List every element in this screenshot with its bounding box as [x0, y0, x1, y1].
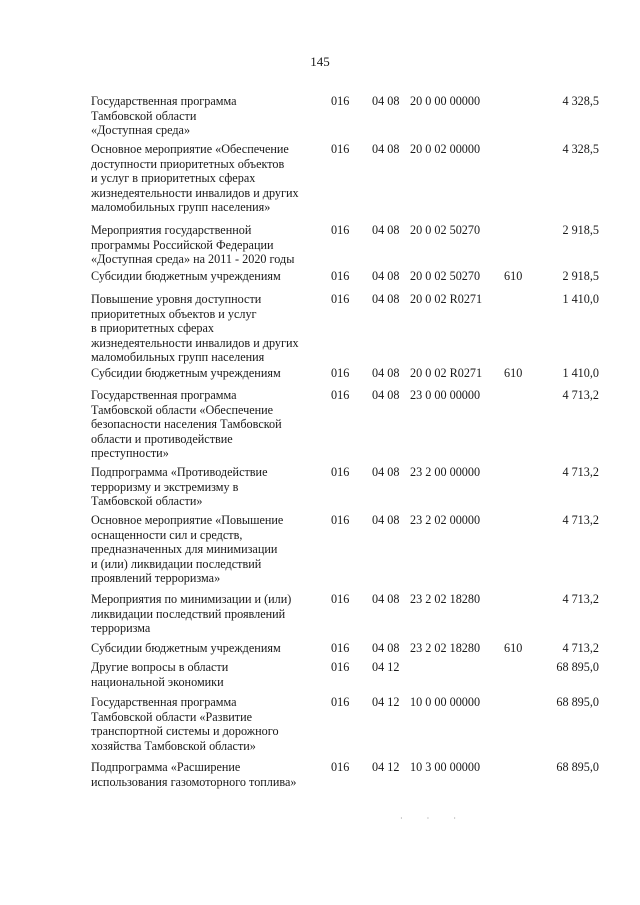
section-code: 04 12: [372, 695, 400, 709]
row-name-line: терроризму и экстремизму в: [91, 479, 239, 494]
row-name-line: жизнедеятельности инвалидов и других: [91, 185, 299, 200]
section-code: 04 08: [372, 94, 400, 108]
target-article-code: 23 0 00 00000: [410, 388, 481, 402]
target-article-code: 20 0 00 00000: [410, 94, 481, 108]
ministry-code: 016: [331, 592, 350, 606]
row-name: [91, 641, 317, 656]
section-code: 04 08: [372, 292, 400, 306]
target-article-code: 23 2 02 18280: [410, 592, 481, 606]
amount: 4 713,2: [562, 641, 599, 655]
row-name-line: маломобильных групп населения»: [91, 200, 271, 215]
ministry-code: 016: [331, 366, 350, 380]
row-name-line: преступности»: [91, 446, 169, 461]
row-name-line: Субсидии бюджетным учреждениям: [91, 366, 281, 380]
expense-type-code: 610: [504, 641, 523, 655]
section-code: 04 08: [372, 513, 400, 527]
page-number: 145: [310, 54, 330, 69]
row-name-line: «Доступная среда» на 2011 - 2020 годы: [91, 252, 295, 267]
row-name-line: проявлений терроризма»: [91, 571, 221, 586]
row-name-line: маломобильных групп населения: [91, 350, 265, 365]
row-name-line: в приоритетных сферах: [91, 321, 215, 336]
row-name-line: приоритетных объектов и услуг: [91, 306, 257, 321]
ministry-code: 016: [331, 641, 350, 655]
row-name-line: Государственная программа: [91, 94, 237, 108]
row-name-line: жизнедеятельности инвалидов и других: [91, 335, 299, 350]
ministry-code: 016: [331, 465, 350, 479]
ministry-code: 016: [331, 760, 350, 774]
row-name-line: области и противодействие: [91, 431, 233, 446]
target-article-code: 20 0 02 00000: [410, 142, 481, 156]
row-name-line: «Доступная среда»: [91, 123, 191, 138]
row-name: [91, 760, 317, 789]
amount: 4 328,5: [562, 142, 599, 156]
section-code: 04 08: [372, 142, 400, 156]
ministry-code: 016: [331, 142, 350, 156]
ministry-code: 016: [331, 223, 350, 237]
row-name-line: национальной экономики: [91, 674, 224, 689]
row-name-line: Основное мероприятие «Обеспечение: [91, 142, 289, 156]
row-name-line: оснащенности сил и средств,: [91, 527, 243, 542]
row-name-line: Субсидии бюджетным учреждениям: [91, 269, 281, 283]
row-name-line: ликвидации последствий проявлений: [91, 606, 286, 621]
ministry-code: 016: [331, 269, 350, 283]
section-code: 04 08: [372, 465, 400, 479]
ministry-code: 016: [331, 513, 350, 527]
section-code: 04 08: [372, 641, 400, 655]
section-code: 04 12: [372, 760, 400, 774]
row-name-line: доступности приоритетных объектов: [91, 156, 285, 171]
ministry-code: 016: [331, 660, 350, 674]
section-code: 04 08: [372, 269, 400, 283]
row-name-line: Повышение уровня доступности: [91, 292, 262, 306]
row-name-line: Тамбовской области»: [91, 494, 203, 509]
row-name: [91, 269, 317, 284]
row-name: [91, 388, 317, 461]
row-name-line: Тамбовской области: [91, 108, 197, 123]
row-name: [91, 660, 317, 689]
ministry-code: 016: [331, 388, 350, 402]
amount: 2 918,5: [562, 269, 599, 283]
row-name: [91, 366, 317, 381]
target-article-code: 20 0 02 50270: [410, 223, 481, 237]
row-name-line: Подпрограмма «Противодействие: [91, 465, 268, 479]
target-article-code: 20 0 02 R0271: [410, 292, 483, 306]
row-name-line: Государственная программа: [91, 695, 237, 709]
amount: 4 713,2: [562, 465, 599, 479]
expense-type-code: 610: [504, 366, 523, 380]
row-name: [91, 94, 317, 138]
amount: 2 918,5: [562, 223, 599, 237]
amount: 68 895,0: [556, 695, 599, 709]
row-name-line: Мероприятия государственной: [91, 223, 252, 237]
row-name-line: программы Российской Федерации: [91, 237, 274, 252]
amount: 4 328,5: [562, 94, 599, 108]
section-code: 04 08: [372, 388, 400, 402]
row-name: [91, 465, 317, 509]
section-code: 04 12: [372, 660, 400, 674]
amount: 68 895,0: [556, 760, 599, 774]
row-name: [91, 513, 317, 586]
ministry-code: 016: [331, 94, 350, 108]
row-name-line: хозяйства Тамбовской области»: [91, 738, 256, 753]
amount: 4 713,2: [562, 513, 599, 527]
target-article-code: 20 0 02 50270: [410, 269, 481, 283]
row-name-line: Тамбовской области «Развитие: [91, 709, 253, 724]
row-name-line: Другие вопросы в области: [91, 660, 229, 674]
target-article-code: 23 2 00 00000: [410, 465, 481, 479]
amount: 4 713,2: [562, 592, 599, 606]
row-name-line: Тамбовской области «Обеспечение: [91, 402, 274, 417]
row-name-line: безопасности населения Тамбовской: [91, 417, 282, 432]
section-code: 04 08: [372, 366, 400, 380]
row-name: [91, 142, 317, 215]
row-name-line: терроризма: [91, 621, 151, 636]
scan-artifact: · · ·: [400, 814, 456, 823]
section-code: 04 08: [372, 223, 400, 237]
row-name-line: предназначенных для минимизации: [91, 542, 278, 557]
row-name-line: использования газомоторного топлива»: [91, 774, 297, 789]
target-article-code: 23 2 02 00000: [410, 513, 481, 527]
row-name-line: Мероприятия по минимизации и (или): [91, 592, 292, 606]
row-name-line: Подпрограмма «Расширение: [91, 760, 241, 774]
amount: 1 410,0: [562, 366, 599, 380]
row-name: [91, 592, 317, 636]
row-name-line: и (или) ликвидации последствий: [91, 556, 262, 571]
row-name-line: Основное мероприятие «Повышение: [91, 513, 284, 527]
target-article-code: 10 0 00 00000: [410, 695, 481, 709]
row-name-line: Субсидии бюджетным учреждениям: [91, 641, 281, 655]
row-name: [91, 695, 317, 753]
target-article-code: 10 3 00 00000: [410, 760, 481, 774]
row-name-line: транспортной системы и дорожного: [91, 724, 279, 739]
row-name: [91, 223, 317, 267]
row-name: [91, 292, 317, 365]
target-article-code: 23 2 02 18280: [410, 641, 481, 655]
amount: 4 713,2: [562, 388, 599, 402]
ministry-code: 016: [331, 695, 350, 709]
row-name-line: Государственная программа: [91, 388, 237, 402]
expense-type-code: 610: [504, 269, 523, 283]
section-code: 04 08: [372, 592, 400, 606]
amount: 1 410,0: [562, 292, 599, 306]
ministry-code: 016: [331, 292, 350, 306]
amount: 68 895,0: [556, 660, 599, 674]
row-name-line: и услуг в приоритетных сферах: [91, 171, 256, 186]
target-article-code: 20 0 02 R0271: [410, 366, 483, 380]
